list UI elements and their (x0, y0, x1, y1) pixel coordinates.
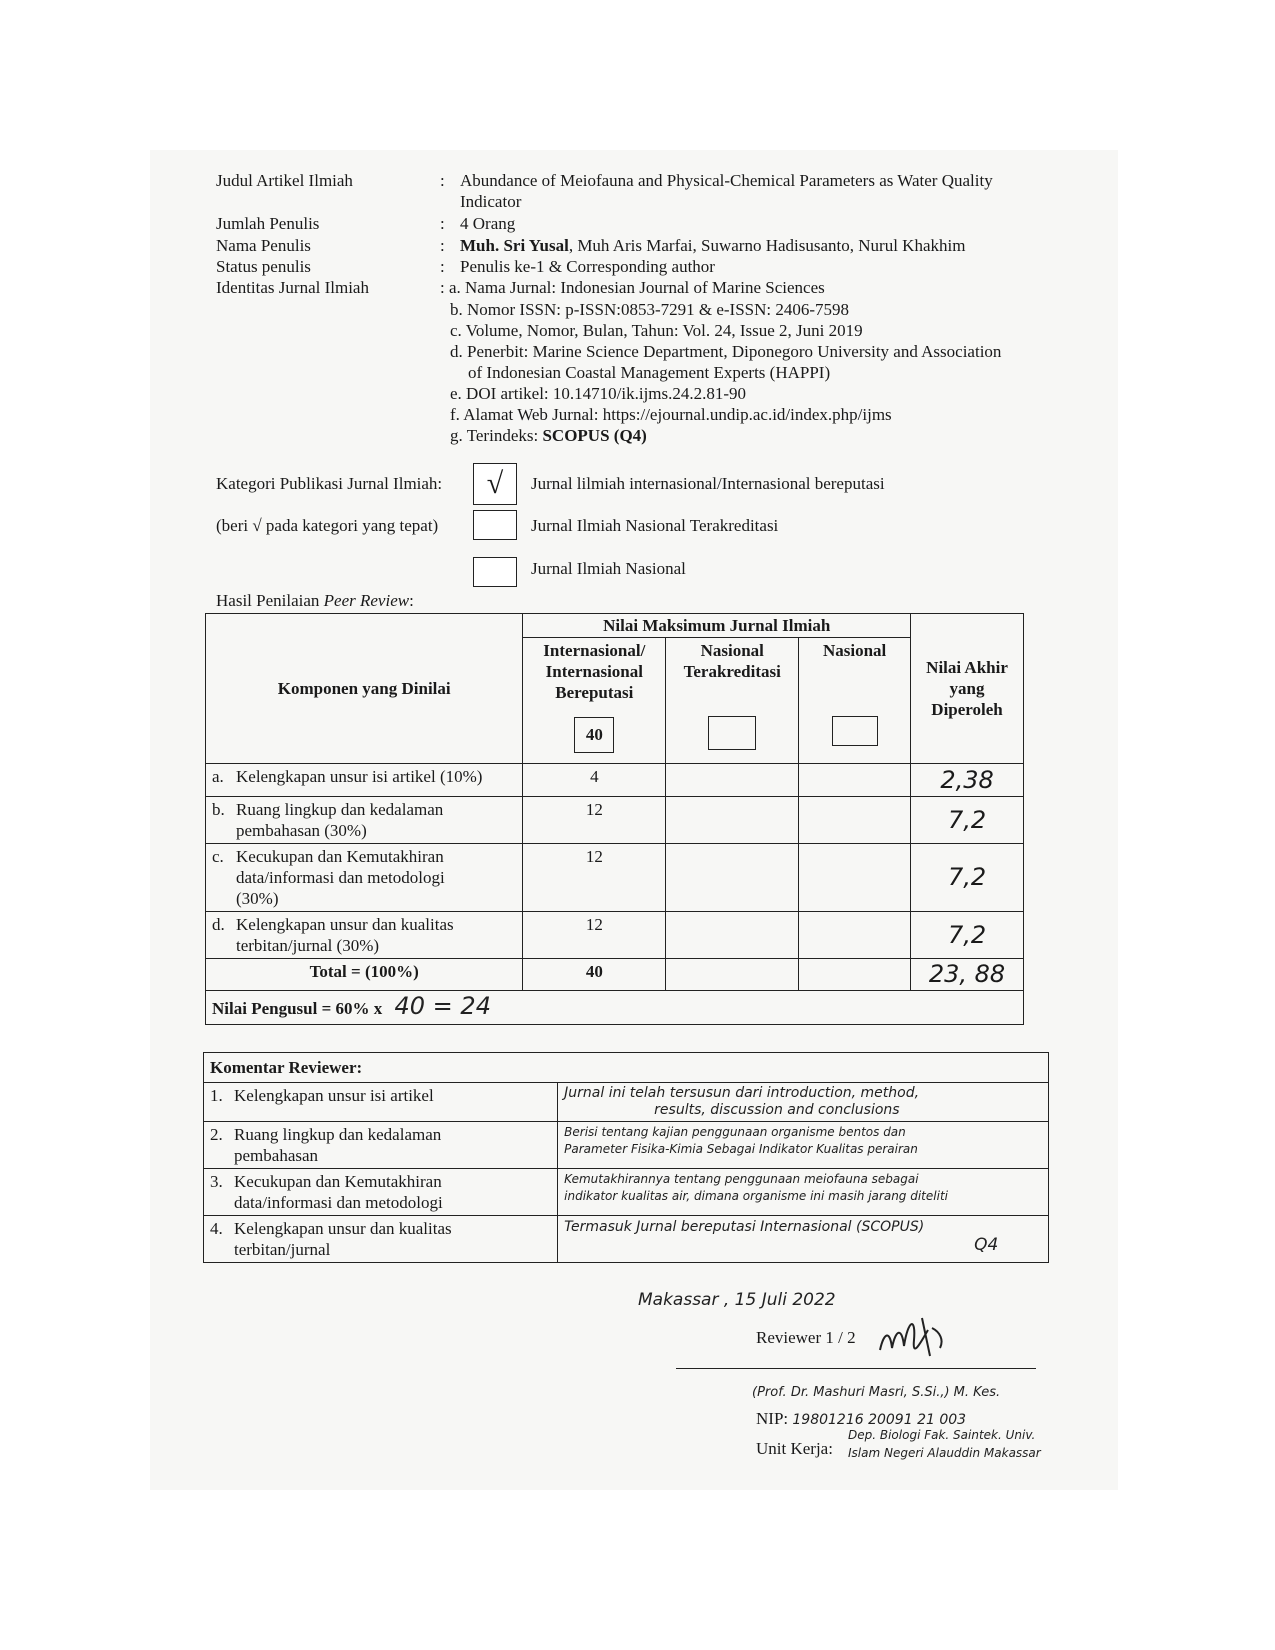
identitas-b: b. Nomor ISSN: p-ISSN:0853-7291 & e-ISSN: 2406-7598 (450, 300, 850, 319)
nama-first-author: Muh. Sri Yusal (460, 236, 569, 255)
komentar-aspect-text: Kecukupan dan Kemutakhiran (234, 1172, 442, 1191)
nama-value (460, 235, 965, 256)
komentar-num: 2. (210, 1125, 223, 1144)
identitas-a: : a. Nama Jurnal: Indonesian Journal of Marine Sciences (440, 278, 825, 297)
table-row (206, 912, 1024, 959)
checkbox-nasional-terakreditasi[interactable] (473, 510, 517, 540)
row-d-max: 12 (523, 912, 666, 959)
row-b-max: 12 (523, 797, 666, 844)
signature-icon (870, 1310, 960, 1365)
row-text: Kelengkapan unsur dan kualitas (236, 915, 454, 934)
pengusul-row (206, 991, 1024, 1025)
total-row (206, 959, 1024, 991)
row-text-cont2: (30%) (236, 889, 279, 908)
status-value: Penulis ke-1 & Corresponding author (460, 257, 715, 276)
nip-value: 19801216 20091 21 003 (792, 1412, 967, 1428)
komponen-header: Komponen yang Dinilai (206, 614, 523, 764)
komentar-num: 3. (210, 1172, 223, 1191)
place-date: Makassar , 15 Juli 2022 (638, 1290, 836, 1310)
nip-label: NIP: (756, 1409, 789, 1428)
komentar-aspect-4 (204, 1216, 558, 1263)
col-int-l1: Internasional/ (543, 641, 646, 660)
row-d-label (206, 912, 523, 959)
identitas-label: Identitas Jurnal Ilmiah (216, 278, 369, 297)
identitas-d1: d. Penerbit: Marine Science Department, Diponegoro University and Association (450, 342, 1002, 361)
total-akhir: 23, 88 (911, 959, 1024, 991)
komentar-aspect-3 (204, 1169, 558, 1216)
unit-value-1: Dep. Biologi Fak. Saintek. Univ. (848, 1428, 1036, 1442)
row-d-akhir: 7,2 (911, 912, 1024, 959)
review-title-b: Peer Review (323, 591, 410, 610)
identitas-f: f. Alamat Web Jurnal: https://ejournal.undip.ac.id/index.php/ijms (450, 405, 892, 424)
row-c-akhir: 7,2 (911, 844, 1024, 912)
komentar-aspect-text-cont: data/informasi dan metodologi (234, 1193, 443, 1212)
row-letter: a. (212, 767, 224, 786)
terindeks-value: SCOPUS (Q4) (542, 426, 647, 445)
total-nas (799, 959, 911, 991)
col-nasional (799, 638, 911, 764)
review-table (205, 613, 1024, 1025)
table-row (206, 797, 1024, 844)
total-max: 40 (523, 959, 666, 991)
col-nasakr-box (708, 716, 756, 750)
review-title-c: : (409, 591, 414, 610)
row-b-akhir: 7,2 (911, 797, 1024, 844)
jumlah-label: Jumlah Penulis (216, 214, 320, 233)
row-c-nasakr (666, 844, 799, 912)
kategori-option-3: Jurnal Ilmiah Nasional (531, 559, 686, 578)
nama-other-authors: , Muh Aris Marfai, Suwarno Hadisusanto, Nurul Khakhim (568, 236, 966, 255)
reviewer-label: Reviewer 1 / 2 (756, 1328, 856, 1347)
judul-label: Judul Artikel Ilmiah (216, 171, 353, 190)
comment-line: Kemutakhirannya tentang penggunaan meiofauna sebagai (564, 1172, 919, 1186)
row-text-cont: pembahasan (30%) (236, 821, 367, 840)
row-a-nas (799, 764, 911, 797)
identitas-g (450, 425, 647, 446)
row-text: Ruang lingkup dan kedalaman (236, 800, 444, 819)
komentar-num: 1. (210, 1086, 223, 1105)
list-item (204, 1083, 1049, 1122)
row-a-max: 4 (523, 764, 666, 797)
status-label: Status penulis (216, 257, 311, 276)
nilai-akhir-header (911, 614, 1024, 764)
identitas-e: e. DOI artikel: 10.14710/ik.ijms.24.2.81-90 (450, 384, 747, 403)
komentar-header: Komentar Reviewer: (204, 1053, 1049, 1083)
komentar-table (203, 1052, 1049, 1263)
status-colon: : (440, 257, 445, 276)
nilai-akhir-l3: Diperoleh (931, 700, 1003, 719)
kategori-option-1: Jurnal lilmiah internasional/Internasional bereputasi (531, 474, 885, 493)
row-text: Kecukupan dan Kemutakhiran (236, 847, 444, 866)
col-internasional (523, 638, 666, 764)
checkbox-nasional[interactable] (473, 557, 517, 587)
row-d-nas (799, 912, 911, 959)
signature-line (676, 1368, 1036, 1369)
row-text-cont: terbitan/jurnal (30%) (236, 936, 380, 955)
comment-line: Jurnal ini telah tersusun dari introduction, method, (564, 1085, 920, 1101)
pengusul-label: Nilai Pengusul = 60% x (212, 999, 383, 1018)
comment-line: Termasuk Jurnal bereputasi Internasional (SCOPUS) (564, 1219, 925, 1235)
jumlah-value: 4 Orang (460, 214, 516, 233)
komentar-aspect-text-cont: terbitan/jurnal (234, 1240, 331, 1259)
komentar-aspect-text: Kelengkapan unsur isi artikel (234, 1086, 434, 1105)
kategori-hint: (beri √ pada kategori yang tepat) (216, 516, 439, 535)
total-label: Total = (100%) (206, 959, 523, 991)
list-item (204, 1122, 1049, 1169)
kategori-option-2: Jurnal Ilmiah Nasional Terakreditasi (531, 516, 779, 535)
nilai-akhir-l1: Nilai Akhir (926, 658, 1008, 677)
komentar-aspect-text: Ruang lingkup dan kedalaman (234, 1125, 442, 1144)
col-nasakr-l2: Terakreditasi (683, 662, 781, 681)
komentar-aspect-2 (204, 1122, 558, 1169)
row-text: Kelengkapan unsur isi artikel (10%) (236, 767, 483, 786)
row-c-nas (799, 844, 911, 912)
judul-value-cont: Indicator (460, 192, 522, 211)
row-b-label (206, 797, 523, 844)
list-item (204, 1169, 1049, 1216)
pengusul-value: 40 = 24 (394, 992, 491, 1020)
komentar-aspect-text-cont: pembahasan (234, 1146, 319, 1165)
row-a-nasakr (666, 764, 799, 797)
pengusul-cell (206, 991, 1024, 1025)
list-item (204, 1216, 1049, 1263)
comment-line: results, discussion and conclusions (654, 1102, 900, 1118)
checkbox-internasional[interactable] (473, 463, 517, 505)
identitas-d2: of Indonesian Coastal Management Experts (HAPPI) (468, 363, 831, 382)
row-d-nasakr (666, 912, 799, 959)
col-int-l2: Internasional (545, 662, 643, 681)
komentar-comment-4 (558, 1216, 1049, 1263)
check-mark-icon: √ (486, 467, 504, 500)
komentar-num: 4. (210, 1219, 223, 1238)
table-row (206, 764, 1024, 797)
col-nasakr-l1: Nasional (700, 641, 764, 660)
judul-value: Abundance of Meiofauna and Physical-Chemical Parameters as Water Quality (460, 171, 993, 190)
terindeks-label: g. Terindeks: (450, 426, 543, 445)
row-letter: b. (212, 800, 225, 819)
total-nasakr (666, 959, 799, 991)
nama-label: Nama Penulis (216, 236, 311, 255)
review-title (216, 590, 414, 611)
row-a-label (206, 764, 523, 797)
col-nasional-terakreditasi (666, 638, 799, 764)
nilai-max-header: Nilai Maksimum Jurnal Ilmiah (523, 614, 911, 638)
row-b-nas (799, 797, 911, 844)
unit-value-2: Islam Negeri Alauddin Makassar (848, 1446, 1041, 1460)
row-b-nasakr (666, 797, 799, 844)
comment-line: Q4 (974, 1235, 999, 1255)
comment-line: Parameter Fisika-Kimia Sebagai Indikator Kualitas perairan (564, 1142, 918, 1156)
unit-label: Unit Kerja: (756, 1439, 833, 1458)
identitas-c: c. Volume, Nomor, Bulan, Tahun: Vol. 24, Issue 2, Juni 2019 (450, 321, 863, 340)
comment-line: Berisi tentang kajian penggunaan organisme bentos dan (564, 1125, 906, 1139)
table-row (206, 844, 1024, 912)
komentar-comment-2 (558, 1122, 1049, 1169)
col-int-box: 40 (574, 717, 614, 753)
reviewer-name: (Prof. Dr. Mashuri Masri, S.Si.,) M. Kes. (752, 1385, 1001, 1400)
komentar-comment-3 (558, 1169, 1049, 1216)
review-title-a: Hasil Penilaian (216, 591, 324, 610)
comment-line: indikator kualitas air, dimana organisme ini masih jarang diteliti (564, 1189, 948, 1203)
komentar-aspect-1 (204, 1083, 558, 1122)
nama-colon: : (440, 236, 445, 255)
row-a-akhir: 2,38 (911, 764, 1024, 797)
row-text-cont: data/informasi dan metodologi (236, 868, 445, 887)
row-c-label (206, 844, 523, 912)
row-letter: c. (212, 847, 224, 866)
col-nas-l1: Nasional (822, 641, 887, 660)
kategori-label: Kategori Publikasi Jurnal Ilmiah: (216, 474, 443, 493)
row-c-max: 12 (523, 844, 666, 912)
komentar-comment-1 (558, 1083, 1049, 1122)
col-nas-box (832, 716, 878, 746)
row-letter: d. (212, 915, 225, 934)
komentar-aspect-text: Kelengkapan unsur dan kualitas (234, 1219, 452, 1238)
col-int-l3: Bereputasi (555, 683, 634, 702)
judul-colon: : (440, 171, 445, 190)
nilai-akhir-l2: yang (949, 679, 985, 698)
jumlah-colon: : (440, 214, 445, 233)
